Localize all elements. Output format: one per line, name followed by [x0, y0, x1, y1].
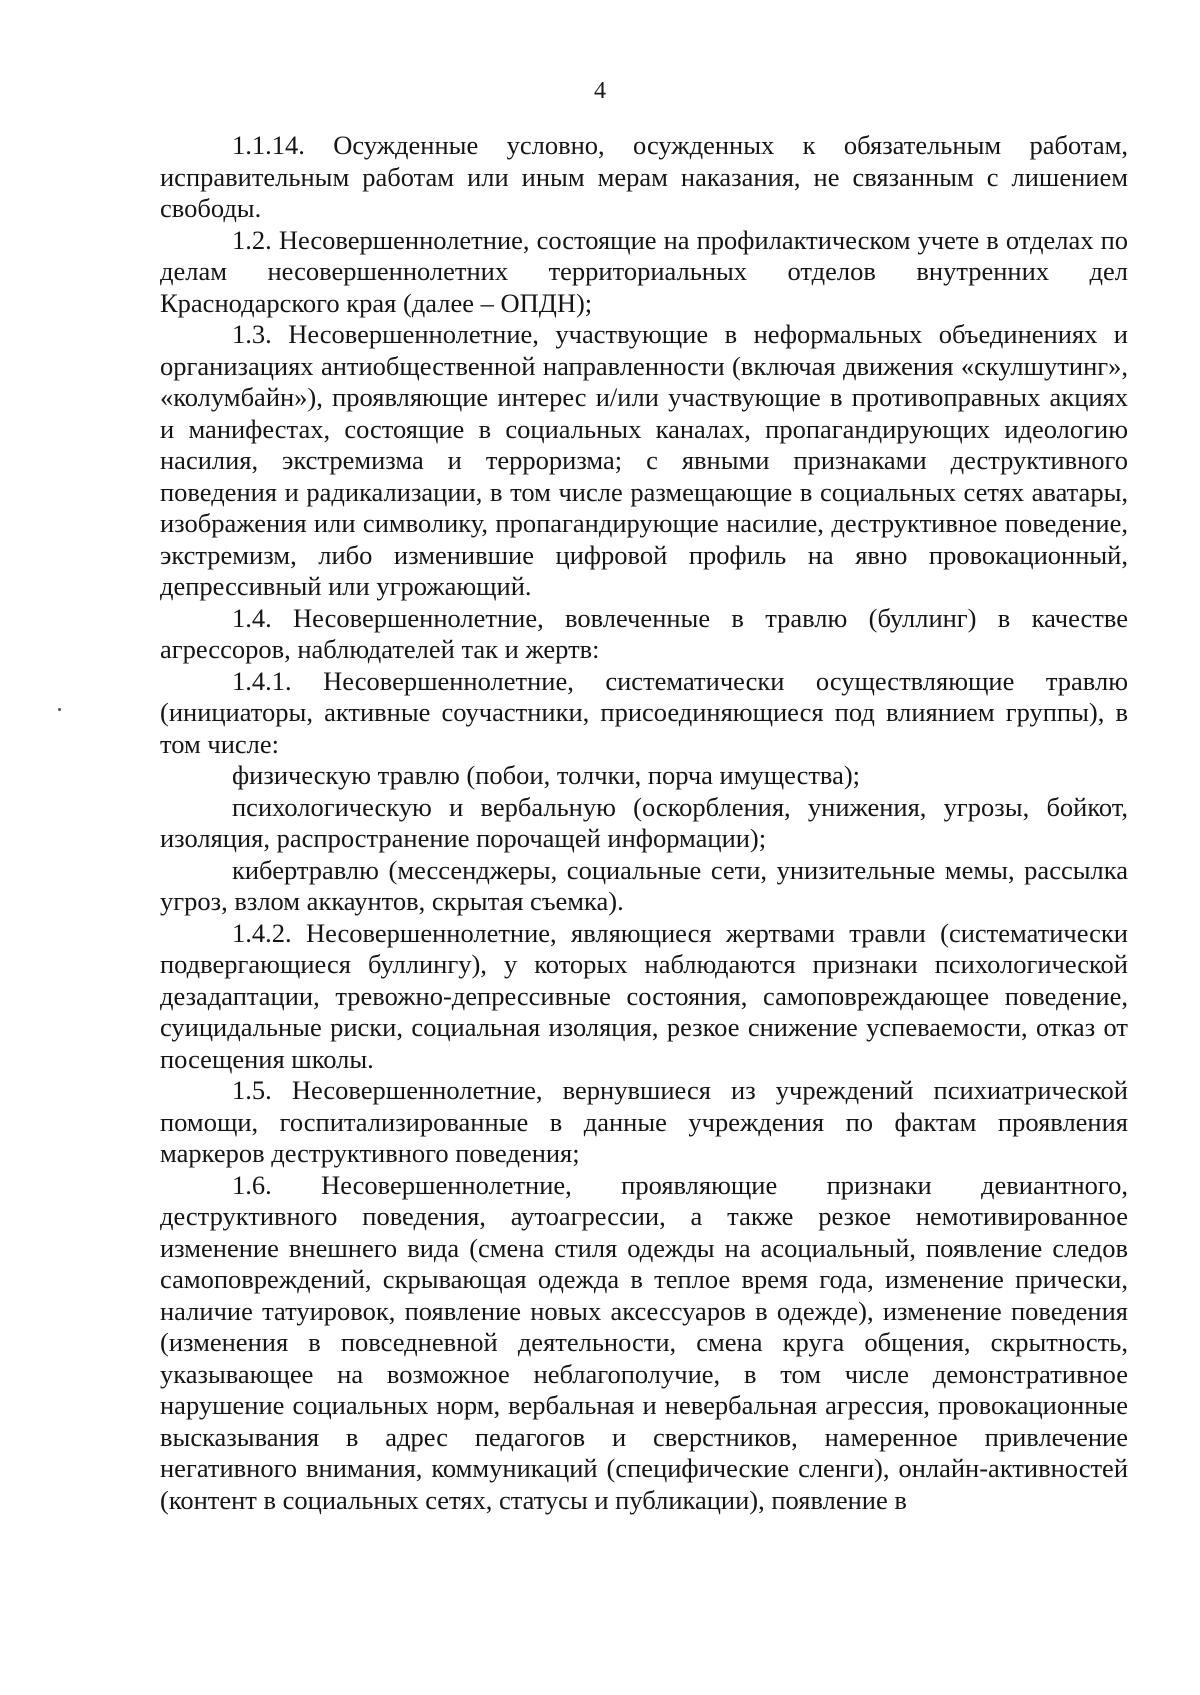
- paragraph-1-3: 1.3. Несовершеннолетние, участвующие в неформальных объединениях и организациях антиобщественной направленности (включая движения «скулшутинг», «колумбайн»), проявляющие интерес и/или участвующие в противоправных акциях и манифестах, состоящие в социальных каналах, пропагандирующих идеологию насилия, экстремизма и терроризма; с явными признаками деструктивного поведения и радикализации, в том числе размещающие в социальных сетях аватары, изображения или символику, пропагандирующие насилие, деструктивное поведение, экстремизм, либо изменившие цифровой профиль на явно провокационный, депрессивный или угрожающий.: [160, 319, 1128, 601]
- paragraph-1-2: 1.2. Несовершеннолетние, состоящие на профилактическом учете в отделах по делам несовершеннолетних территориальных отделов внутренних дел Краснодарского края (далее – ОПДН);: [160, 224, 1128, 318]
- scan-speck: [58, 708, 61, 711]
- page-number: 4: [594, 78, 606, 104]
- paragraph-1-4: 1.4. Несовершеннолетние, вовлеченные в травлю (буллинг) в качестве агрессоров, наблюдателей так и жертв:: [160, 602, 1128, 664]
- paragraph-1-4-2: 1.4.2. Несовершеннолетние, являющиеся жертвами травли (систематически подвергающиеся буллингу), у которых наблюдаются признаки психологической дезадаптации, тревожно-депрессивные состояния, самоповреждающее поведение, суицидальные риски, социальная изоляция, резкое снижение успеваемости, отказ от посещения школы.: [160, 917, 1128, 1074]
- document-body: [160, 130, 1128, 1516]
- list-item-cyberbullying: кибертравлю (мессенджеры, социальные сети, унизительные мемы, рассылка угроз, взлом аккаунтов, скрытая съемка).: [160, 854, 1128, 916]
- paragraph-1-6: 1.6. Несовершеннолетние, проявляющие признаки девиантного, деструктивного поведения, аутоагрессии, а также резкое немотивированное изменение внешнего вида (смена стиля одежды на асоциальный, появление следов самоповреждений, скрывающая одежда в теплое время года, изменение прически, наличие татуировок, появление новых аксессуаров в одежде), изменение поведения (изменения в повседневной деятельности, смена круга общения, скрытность, указывающее на возможное неблагополучие, в том числе демонстративное нарушение социальных норм, вербальная и невербальная агрессия, провокационные высказывания в адрес педагогов и сверстников, намеренное привлечение негативного внимания, коммуникаций (специфические сленги), онлайн-активностей (контент в социальных сетях, статусы и публикации), появление в: [160, 1169, 1128, 1515]
- list-item-psychological-bullying: психологическую и вербальную (оскорбления, унижения, угрозы, бойкот, изоляция, распространение порочащей информации);: [160, 791, 1128, 853]
- paragraph-1-4-1: 1.4.1. Несовершеннолетние, систематически осуществляющие травлю (инициаторы, активные соучастники, присоединяющиеся под влиянием группы), в том числе:: [160, 665, 1128, 759]
- paragraph-1-5: 1.5. Несовершеннолетние, вернувшиеся из учреждений психиатрической помощи, госпитализированные в данные учреждения по фактам проявления маркеров деструктивного поведения;: [160, 1075, 1128, 1168]
- paragraph-1-1-14: 1.1.14. Осужденные условно, осужденных к обязательным работам, исправительным работам или иным мерам наказания, не связанным с лишением свободы.: [160, 130, 1128, 223]
- list-item-physical-bullying: физическую травлю (побои, толчки, порча имущества);: [232, 760, 861, 790]
